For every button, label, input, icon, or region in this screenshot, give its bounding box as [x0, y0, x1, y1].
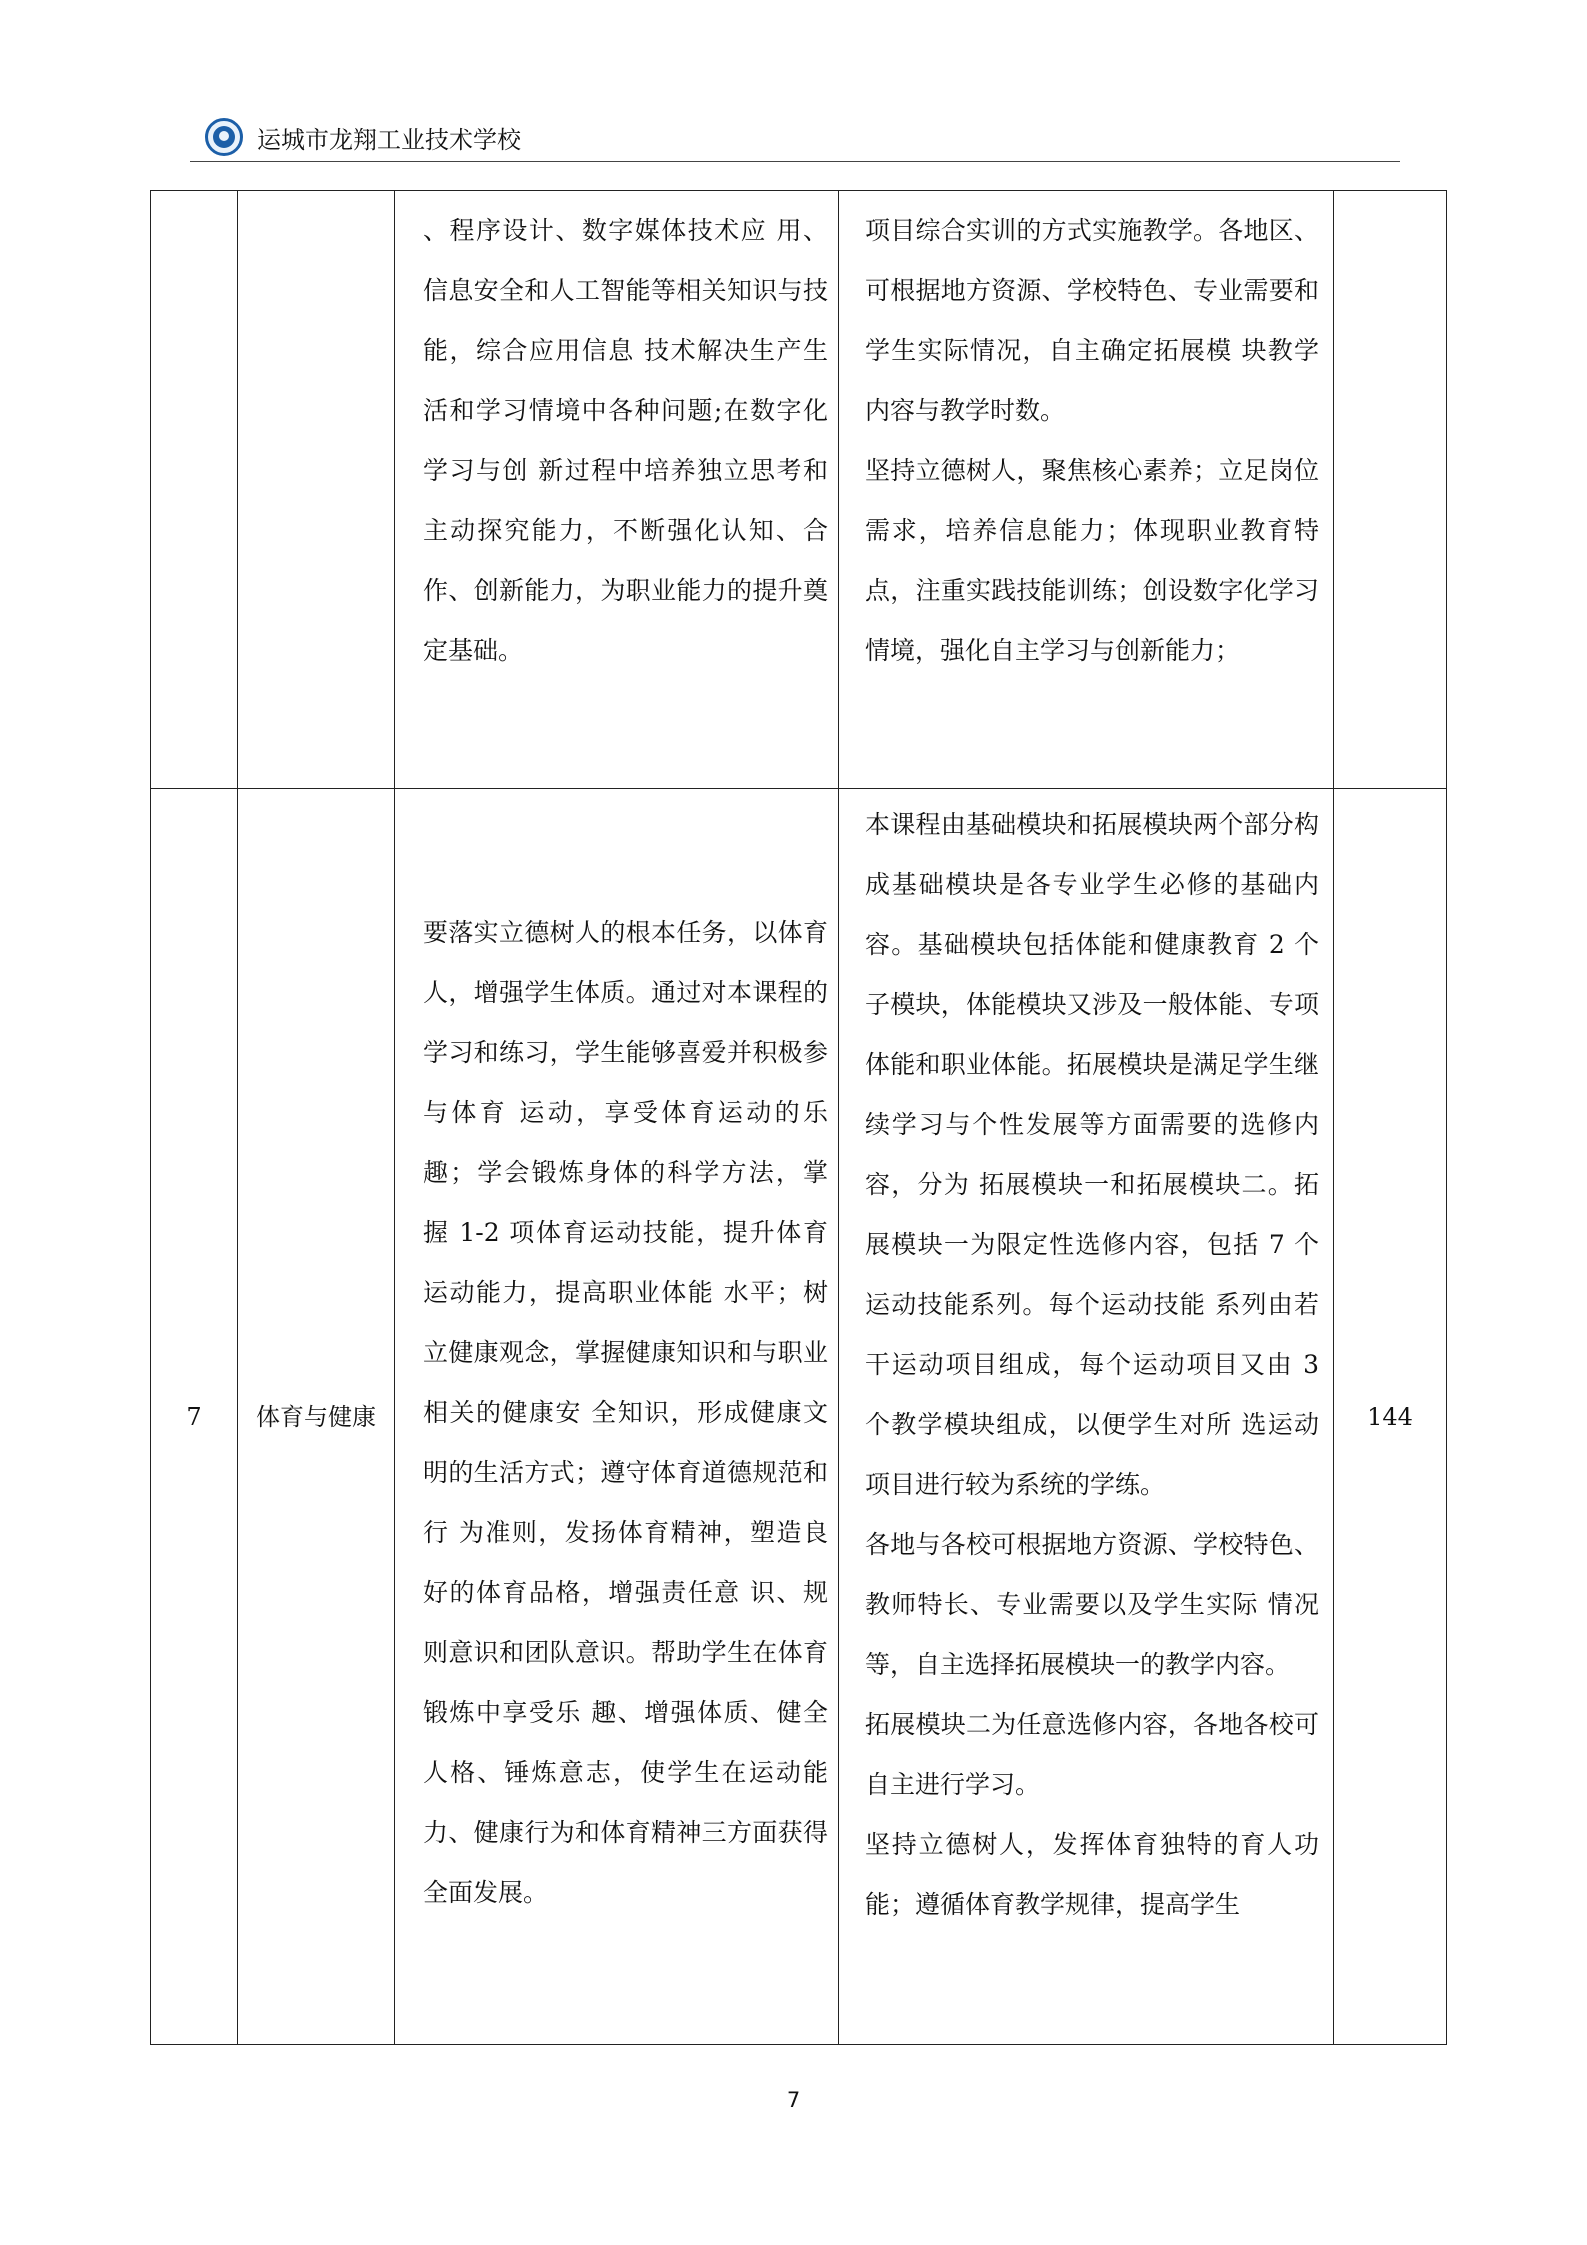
course-number-cell	[151, 191, 238, 789]
course-objective-cell	[395, 191, 839, 789]
course-name-cell: 体育与健康	[238, 789, 395, 2045]
course-content-paragraph: 各地与各校可根据地方资源、学校特色、教师特长、专业需要以及学生实际 情况等，自主选择拓展模块一的教学内容。	[865, 1530, 1319, 1679]
course-content-cell	[839, 789, 1334, 2045]
table-row	[151, 191, 1447, 789]
course-name-cell	[238, 191, 395, 789]
course-objective-cell	[395, 789, 839, 2045]
header-divider	[190, 161, 1400, 162]
course-content-paragraph: 坚持立德树人，发挥体育独特的育人功能；遵循体育教学规律，提高学生	[865, 1830, 1319, 1919]
course-content-cell	[839, 191, 1334, 789]
course-hours-cell	[1334, 191, 1447, 789]
school-logo-icon	[205, 118, 243, 156]
table-row	[151, 789, 1447, 2045]
course-number-cell: 7	[151, 789, 238, 2045]
course-objective-text: 、程序设计、数字媒体技术应 用、信息安全和人工智能等相关知识与技能，综合应用信息 技术解决生产生活和学习情境中各种问题;在数字化学习与创 新过程中培养独立思考和主动探究能力，不断强化认知、合作、创新能力，为职业能力的提升奠定基础。	[423, 216, 828, 665]
school-name: 运城市龙翔工业技术学校	[257, 125, 521, 154]
course-content-paragraph: 坚持立德树人，聚焦核心素养；立足岗位需求，培养信息能力；体现职业教育特点，注重实践技能训练；创设数字化学习情境，强化自主学习与创新能力；	[865, 456, 1319, 665]
course-content-paragraph: 拓展模块二为任意选修内容，各地各校可自主进行学习。	[865, 1710, 1319, 1799]
course-hours-cell: 144	[1334, 789, 1447, 2045]
course-table	[150, 190, 1447, 2045]
page-header	[205, 112, 521, 162]
course-objective-text: 要落实立德树人的根本任务，以体育人，增强学生体质。通过对本课程的学习和练习，学生能够喜爱并积极参与体育 运动，享受体育运动的乐趣；学会锻炼身体的科学方法，掌 握 1-2 项体育运动技能，提升体育运动能力，提高职业体能 水平；树立健康观念，掌握健康知识和与职业相关的健康安 全知识，形成健康文明的生活方式；遵守体育道德规范和行 为准则，发扬体育精神，塑造良好的体育品格，增强责任意 识、规则意识和团队意识。帮助学生在体育锻炼中享受乐 趣、增强体质、健全人格、锤炼意志，使学生在运动能力、健康行为和体育精神三方面获得全面发展。	[423, 918, 828, 1907]
course-content-paragraph: 项目综合实训的方式实施教学。各地区、可根据地方资源、学校特色、专业需要和学生实际情况，自主确定拓展模 块教学内容与教学时数。	[865, 216, 1319, 425]
course-content-paragraph: 本课程由基础模块和拓展模块两个部分构成基础模块是各专业学生必修的基础内容。基础模块包括体能和健康教育 2 个子模块，体能模块又涉及一般体能、专项体能和职业体能。拓展模块是满足学生继续学习与个性发展等方面需要的选修内容，分为 拓展模块一和拓展模块二。拓展模块一为限定性选修内容，包括 7 个运动技能系列。每个运动技能 系列由若干运动项目组成，每个运动项目又由 3 个教学模块组成，以便学生对所 选运动项目进行较为系统的学练。	[865, 810, 1319, 1499]
page-number: 7	[786, 2088, 801, 2112]
